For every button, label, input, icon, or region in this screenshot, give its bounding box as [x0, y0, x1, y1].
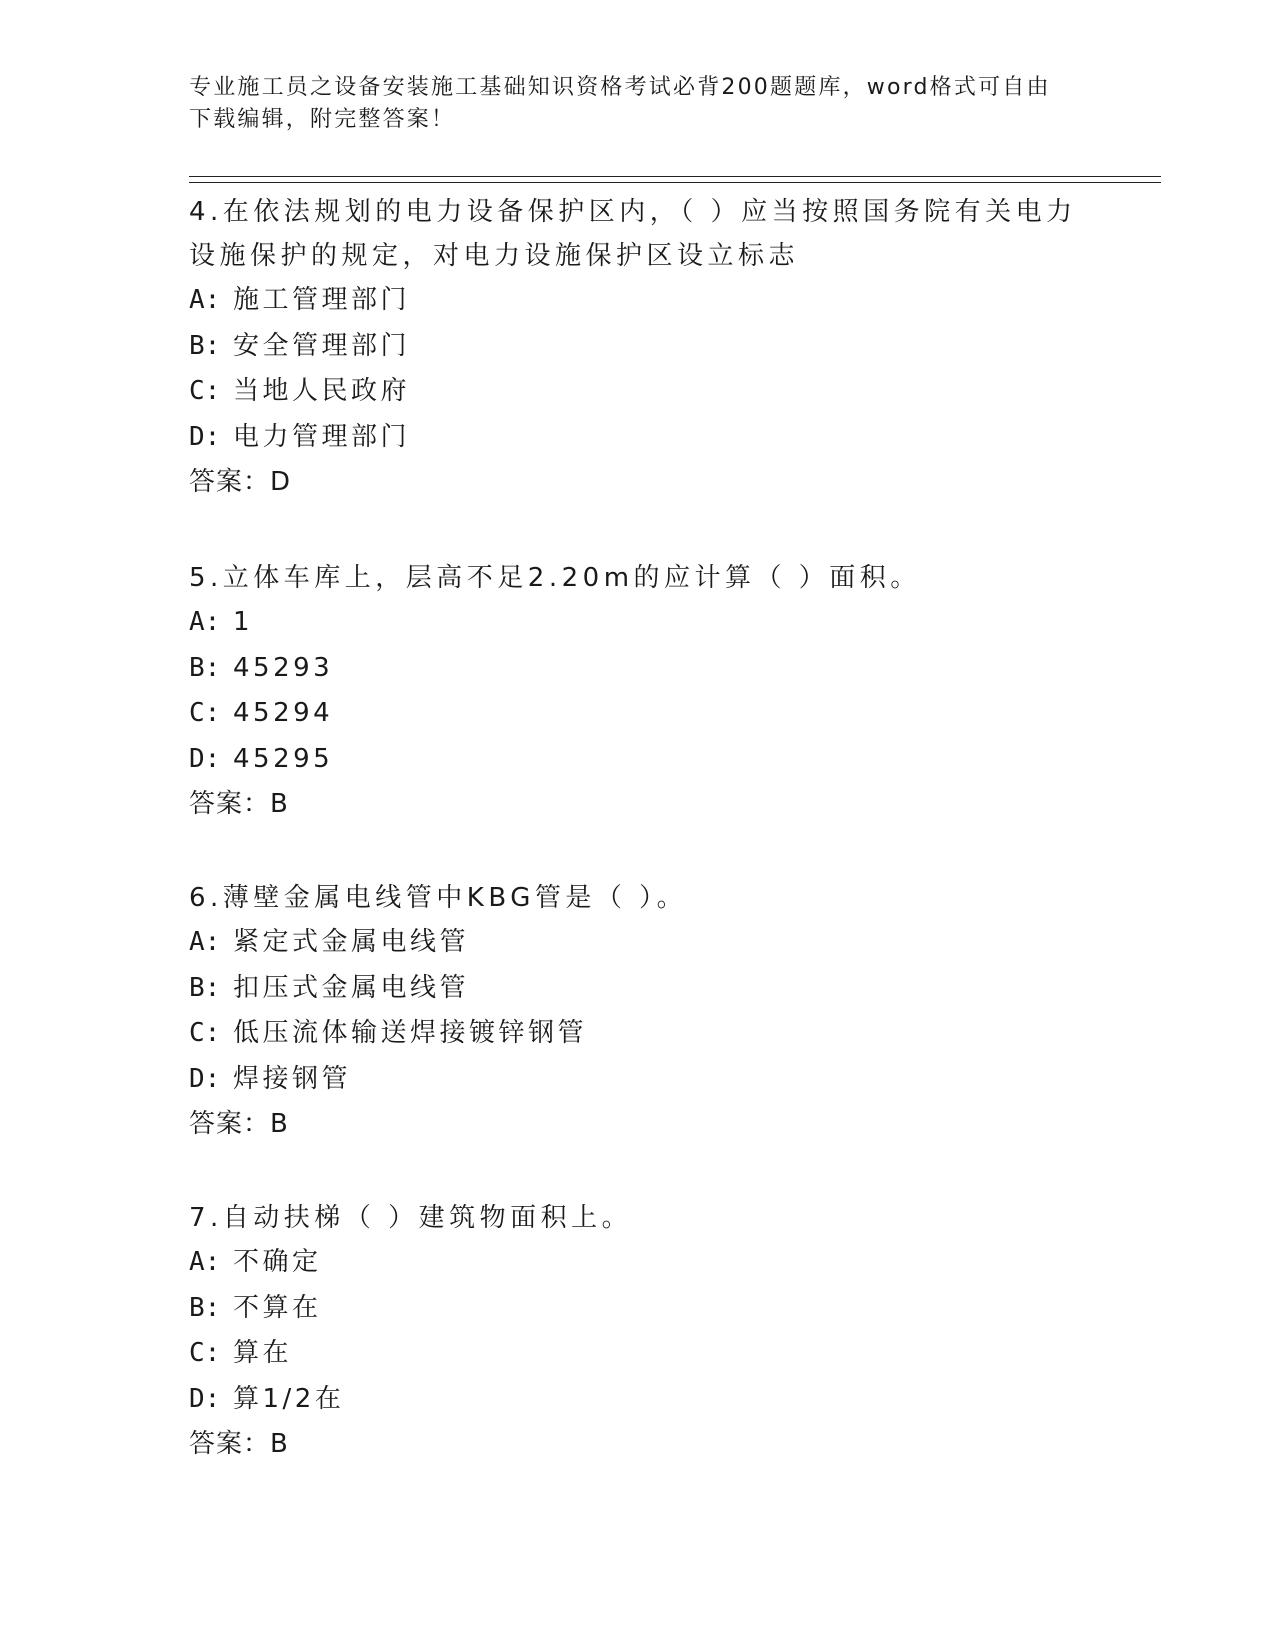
option-a	[189, 600, 1089, 646]
option-text: 扣压式金属电线管	[233, 972, 470, 1003]
option-text: 电力管理部门	[233, 421, 411, 452]
option-text: 45295	[233, 743, 334, 774]
option-text: 紧定式金属电线管	[233, 927, 470, 957]
option-letter: D:	[189, 1063, 221, 1094]
option-letter: B:	[189, 1292, 221, 1323]
question-5	[189, 556, 1089, 828]
question-4	[189, 190, 1089, 506]
option-text: 低压流体输送焊接镀锌钢管	[233, 1018, 588, 1048]
option-c	[189, 369, 1089, 415]
option-text: 当地人民政府	[233, 376, 411, 406]
question-7	[189, 1196, 1089, 1468]
option-b	[189, 966, 1089, 1012]
answer-line: 答案：B	[189, 1429, 289, 1459]
option-letter: C:	[189, 376, 221, 406]
answer-line: 答案：B	[189, 1109, 289, 1139]
option-letter: D:	[189, 1383, 221, 1414]
option-a	[189, 278, 1089, 324]
option-a	[189, 1240, 1089, 1286]
option-a	[189, 920, 1089, 966]
option-text: 45294	[233, 698, 334, 728]
option-letter: C:	[189, 1018, 221, 1048]
question-stem: 5.立体车库上，层高不足2.20m的应计算（ ）面积。	[189, 563, 921, 593]
option-letter: C:	[189, 1338, 221, 1368]
option-text: 算在	[233, 1338, 293, 1368]
option-text: 不算在	[233, 1292, 322, 1323]
option-letter: A:	[189, 607, 221, 637]
option-b	[189, 1286, 1089, 1332]
option-b	[189, 646, 1089, 692]
option-text: 45293	[233, 652, 334, 683]
option-c	[189, 1331, 1089, 1377]
question-6	[189, 876, 1089, 1148]
option-letter: A:	[189, 927, 221, 957]
option-text: 1	[233, 607, 254, 637]
option-c	[189, 691, 1089, 737]
option-letter: B:	[189, 652, 221, 683]
question-stem: 4.在依法规划的电力设备保护区内，（ ）应当按照国务院有关电力设施保护的规定，对电力设施保护区设立标志	[189, 197, 1077, 271]
option-d	[189, 737, 1089, 783]
option-letter: B:	[189, 972, 221, 1003]
option-text: 施工管理部门	[233, 285, 411, 315]
header-divider-bottom	[189, 182, 1161, 183]
option-letter: A:	[189, 1247, 221, 1277]
option-letter: D:	[189, 421, 221, 452]
option-text: 安全管理部门	[233, 330, 411, 361]
answer-line: 答案：D	[189, 467, 292, 497]
document-title: 专业施工员之设备安装施工基础知识资格考试必背200题题库，word格式可自由下载编辑，附完整答案！	[189, 75, 1051, 132]
option-c	[189, 1011, 1089, 1057]
option-letter: D:	[189, 743, 221, 774]
option-d	[189, 415, 1089, 461]
header-divider-top	[189, 176, 1161, 177]
option-letter: B:	[189, 330, 221, 361]
option-d	[189, 1057, 1089, 1103]
answer-line: 答案：B	[189, 789, 289, 819]
option-b	[189, 324, 1089, 370]
option-text: 不确定	[233, 1247, 322, 1277]
question-stem: 7.自动扶梯（ ）建筑物面积上。	[189, 1203, 633, 1233]
option-d	[189, 1377, 1089, 1423]
option-text: 算1/2在	[233, 1383, 345, 1414]
option-letter: A:	[189, 285, 221, 315]
option-text: 焊接钢管	[233, 1063, 352, 1094]
question-stem: 6.薄壁金属电线管中KBG管是（ ）。	[189, 883, 688, 913]
option-letter: C:	[189, 698, 221, 728]
